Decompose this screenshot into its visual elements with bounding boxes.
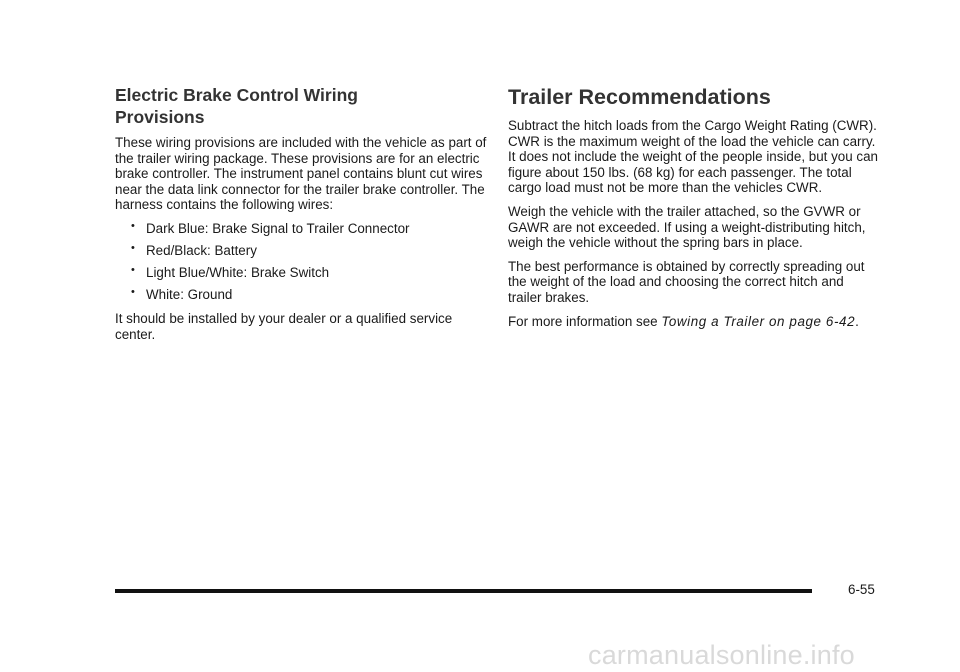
trailer-recommendations-heading: Trailer Recommendations — [508, 85, 771, 109]
wire-list-item — [115, 287, 487, 303]
right-column — [508, 84, 880, 337]
wire-list — [115, 221, 487, 303]
footer-rule — [115, 589, 812, 593]
wire-list-item — [115, 221, 487, 237]
wire-list-item — [115, 265, 487, 281]
wire-list-item — [115, 243, 487, 259]
more-info-paragraph — [508, 314, 880, 330]
watermark: carmanualsonline.info — [588, 640, 855, 670]
electric-brake-heading-line2: Provisions — [115, 107, 205, 127]
left-column — [115, 84, 487, 350]
more-info-prefix: For more information see — [508, 313, 662, 329]
wire-label: Dark Blue: Brake Signal to Trailer Connector — [146, 220, 410, 236]
wire-label: Light Blue/White: Brake Switch — [146, 264, 330, 280]
installation-note-paragraph: It should be installed by your dealer or a qualified service center. — [115, 310, 453, 342]
wire-label: White: Ground — [146, 286, 233, 302]
more-info-suffix: . — [855, 313, 859, 329]
performance-paragraph: The best performance is obtained by correctly spreading out the weight of the load and choosing the correct hitch and trailer brakes. — [508, 258, 865, 305]
towing-trailer-reference-link[interactable]: Towing a Trailer on page 6-42 — [661, 313, 856, 329]
bullet-icon: • — [131, 241, 135, 254]
electric-brake-heading-line1: Electric Brake Control Wiring — [115, 85, 358, 105]
weigh-vehicle-paragraph: Weigh the vehicle with the trailer attached, so the GVWR or GAWR are not exceeded. If using a weight-distributing hitch, weigh the vehicle without the spring bars in place. — [508, 203, 866, 251]
bullet-icon: • — [131, 263, 135, 276]
page-number: 6-55 — [848, 582, 875, 597]
bullet-icon: • — [131, 219, 135, 232]
wiring-intro-paragraph: These wiring provisions are included with the vehicle as part of the trailer wiring package. These provisions are for an electric brake controller. The instrument panel contains blunt cut wires near the data link connector for the trailer brake controller. The harness contains the following wires: — [115, 135, 487, 213]
cargo-weight-paragraph: Subtract the hitch loads from the Cargo Weight Rating (CWR). CWR is the maximum weight of the load the vehicle can carry. It does not include the weight of the people inside, but you can figure about 150 lbs. (68 kg) for each passenger. The total cargo load must not be more than the vehicles CWR. — [508, 118, 878, 196]
bullet-icon: • — [131, 285, 135, 298]
electric-brake-heading — [115, 84, 487, 128]
wire-label: Red/Black: Battery — [146, 242, 257, 258]
